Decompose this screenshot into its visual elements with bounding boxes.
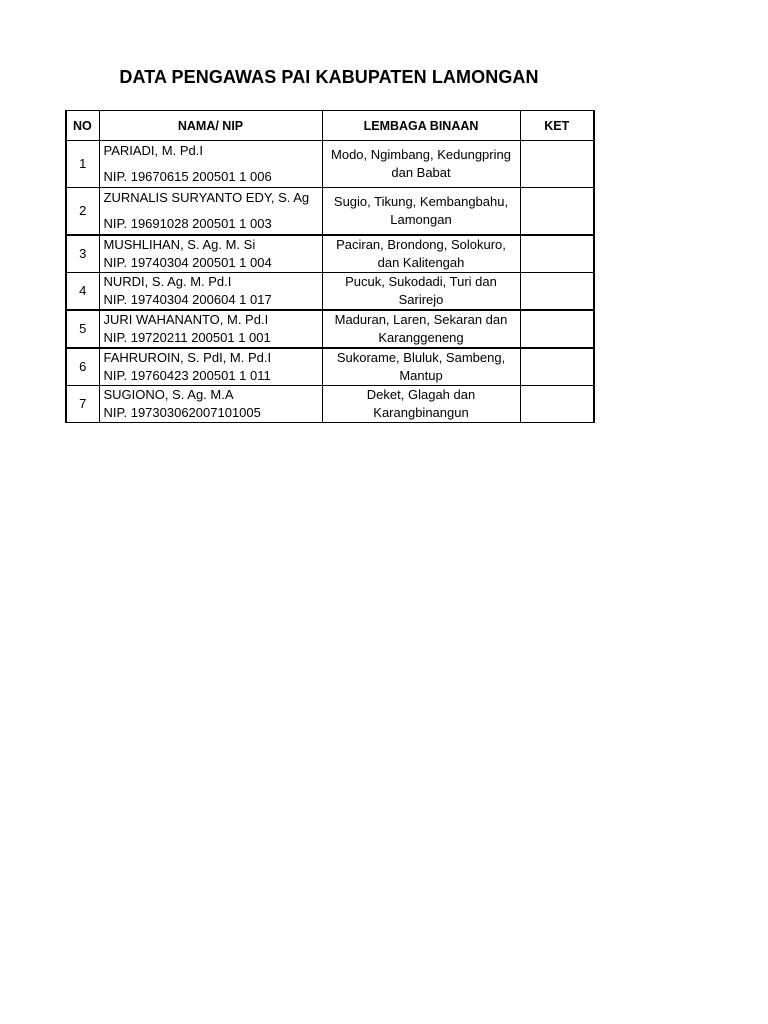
row-number: 1 xyxy=(66,141,99,188)
pengawas-name-nip xyxy=(99,188,322,236)
lembaga-binaan: Sugio, Tikung, Kembangbahu, Lamongan xyxy=(322,188,520,236)
header-no: NO xyxy=(66,111,99,141)
ket-cell xyxy=(520,141,594,188)
pengawas-name: ZURNALIS SURYANTO EDY, S. Ag xyxy=(103,190,310,205)
row-number: 4 xyxy=(66,273,99,311)
pengawas-nip: NIP. 19691028 200501 1 003 xyxy=(103,216,272,231)
ket-cell xyxy=(520,188,594,236)
pengawas-name-nip xyxy=(99,310,322,348)
pengawas-name: FAHRUROIN, S. PdI, M. Pd.I xyxy=(103,350,272,365)
pengawas-name: NURDI, S. Ag. M. Pd.I xyxy=(103,274,232,289)
pengawas-name-nip xyxy=(99,273,322,311)
pengawas-nip: NIP. 197303062007101005 xyxy=(103,405,261,420)
document-title: DATA PENGAWAS PAI KABUPATEN LAMONGAN xyxy=(119,67,539,87)
ket-cell xyxy=(520,348,594,386)
row-number: 6 xyxy=(66,348,99,386)
pengawas-name: MUSHLIHAN, S. Ag. M. Si xyxy=(103,237,256,252)
pengawas-name-nip xyxy=(99,141,322,188)
table-row xyxy=(66,310,594,348)
ket-cell xyxy=(520,386,594,423)
lembaga-binaan: Modo, Ngimbang, Kedungpring dan Babat xyxy=(322,141,520,188)
header-nama-nip: NAMA/ NIP xyxy=(99,111,322,141)
ket-cell xyxy=(520,273,594,311)
pengawas-name: SUGIONO, S. Ag. M.A xyxy=(103,387,234,402)
lembaga-binaan: Deket, Glagah dan Karangbinangun xyxy=(322,386,520,423)
ket-cell xyxy=(520,235,594,273)
lembaga-binaan: Sukorame, Bluluk, Sambeng, Mantup xyxy=(322,348,520,386)
pengawas-name-nip xyxy=(99,386,322,423)
pengawas-nip: NIP. 19760423 200501 1 011 xyxy=(103,368,271,383)
pengawas-nip: NIP. 19670615 200501 1 006 xyxy=(103,169,272,184)
header-ket: KET xyxy=(520,111,594,141)
table-row xyxy=(66,386,594,423)
row-number: 3 xyxy=(66,235,99,273)
pengawas-table xyxy=(65,110,595,423)
pengawas-nip: NIP. 19740304 200501 1 004 xyxy=(103,255,272,270)
header-lembaga-binaan: LEMBAGA BINAAN xyxy=(322,111,520,141)
row-number: 2 xyxy=(66,188,99,236)
ket-cell xyxy=(520,310,594,348)
row-number: 5 xyxy=(66,310,99,348)
pengawas-name-nip xyxy=(99,348,322,386)
table-row xyxy=(66,188,594,236)
pengawas-name-nip xyxy=(99,235,322,273)
table-header-row xyxy=(66,111,594,141)
table-row xyxy=(66,348,594,386)
pengawas-nip: NIP. 19720211 200501 1 001 xyxy=(103,330,271,345)
table-row xyxy=(66,273,594,311)
lembaga-binaan: Paciran, Brondong, Solokuro, dan Kalitengah xyxy=(322,235,520,273)
table-row xyxy=(66,235,594,273)
pengawas-name: JURI WAHANANTO, M. Pd.I xyxy=(103,312,269,327)
pengawas-nip: NIP. 19740304 200604 1 017 xyxy=(103,292,272,307)
pengawas-name: PARIADI, M. Pd.I xyxy=(103,143,203,158)
table-row xyxy=(66,141,594,188)
row-number: 7 xyxy=(66,386,99,423)
lembaga-binaan: Pucuk, Sukodadi, Turi dan Sarirejo xyxy=(322,273,520,311)
lembaga-binaan: Maduran, Laren, Sekaran dan Karanggeneng xyxy=(322,310,520,348)
